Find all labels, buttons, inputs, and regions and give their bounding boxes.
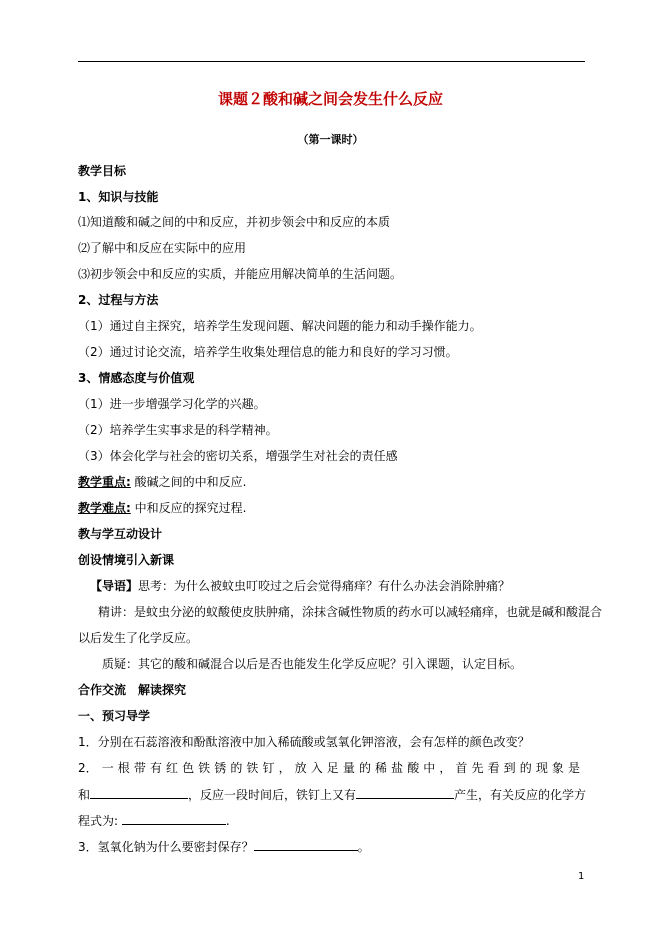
attitude-heading: 3、情感态度与价值观 bbox=[78, 371, 195, 385]
knowledge-item: ⑶初步领会中和反应的实质，并能应用解决简单的生活问题。 bbox=[78, 267, 403, 281]
question-2-char: 红 bbox=[166, 761, 179, 775]
knowledge-heading: 1、知识与技能 bbox=[78, 190, 159, 204]
key-point-label: 教学重点: bbox=[78, 475, 131, 489]
question-2-text: 产生，有关反应的化学方 bbox=[454, 788, 587, 802]
answer-blank[interactable] bbox=[356, 786, 454, 799]
attitude-item: （3）体会化学与社会的密切关系，增强学生对社会的责任感 bbox=[78, 449, 398, 463]
question-2-char: 量 bbox=[342, 761, 355, 775]
question-2-char: 根 bbox=[117, 761, 130, 775]
question-3-text: 。 bbox=[357, 840, 370, 854]
intro-heading: 创设情境引入新课 bbox=[78, 553, 175, 567]
process-item: （1）通过自主探究，培养学生发现问题、解决问题的能力和动手操作能力。 bbox=[78, 319, 482, 333]
lesson-title: 课题２酸和碱之间会发生什么反应 bbox=[217, 90, 443, 108]
question-3-text: 3．氢氧化钠为什么要密封保存？ bbox=[78, 840, 254, 854]
guide-text: 思考：为什么被蚊虫叮咬过之后会觉得痛痒？有什么办法会消除肿痛？ bbox=[138, 579, 511, 593]
knowledge-item: ⑴知道酸和碱之间的中和反应，并初步领会中和反应的本质 bbox=[78, 215, 391, 229]
question-2-char: 一 bbox=[101, 761, 114, 775]
guide-prefix: 【导语】 bbox=[90, 579, 139, 593]
question-2-char: 的 bbox=[358, 761, 371, 775]
question-2-char: ， bbox=[439, 761, 452, 775]
explain-line-continued: 以后发生了化学反应。 bbox=[78, 631, 199, 645]
goals-heading: 教学目标 bbox=[78, 164, 127, 178]
question-2-text: 和 bbox=[78, 788, 91, 802]
question-line: 质疑：其它的酸和碱混合以后是否也能发生化学反应呢？引入课题，认定目标。 bbox=[102, 657, 523, 671]
header-rule bbox=[78, 61, 585, 62]
question-2-char: 铁 bbox=[198, 761, 211, 775]
design-heading: 教与学互动设计 bbox=[78, 527, 163, 541]
process-heading: 2、过程与方法 bbox=[78, 293, 159, 307]
lesson-subtitle: （第一课时） bbox=[297, 133, 364, 146]
question-2-line-1 bbox=[78, 760, 580, 776]
question-2-char: 的 bbox=[230, 761, 243, 775]
page-number: 1 bbox=[578, 871, 585, 882]
question-2-char: 足 bbox=[326, 761, 339, 775]
preview-heading: 一、预习导学 bbox=[78, 709, 151, 723]
question-2-char: 看 bbox=[487, 761, 500, 775]
question-2-char: 酸 bbox=[407, 761, 420, 775]
question-2-char: 稀 bbox=[375, 761, 388, 775]
process-item: （2）通过讨论交流，培养学生收集处理信息的能力和良好的学习习惯。 bbox=[78, 345, 458, 359]
question-2-char: 入 bbox=[310, 761, 323, 775]
answer-blank[interactable] bbox=[90, 786, 188, 799]
question-2-char: 象 bbox=[551, 761, 564, 775]
key-point-line bbox=[78, 474, 246, 490]
question-2-char: 铁 bbox=[246, 761, 259, 775]
explain-line: 精讲：是蚊虫分泌的蚁酸使皮肤肿痛，涂抹含碱性物质的药水可以减轻痛痒，也就是碱和酸混合 bbox=[98, 605, 603, 619]
attitude-item: （2）培养学生实事求是的科学精神。 bbox=[78, 423, 278, 437]
question-2-char: 钉 bbox=[262, 761, 275, 775]
question-2-char: 中 bbox=[423, 761, 436, 775]
question-2-char: 首 bbox=[455, 761, 468, 775]
difficulty-label: 教学难点: bbox=[78, 501, 131, 515]
knowledge-item: ⑵了解中和反应在实际中的应用 bbox=[78, 241, 247, 255]
difficulty-line bbox=[78, 500, 246, 516]
question-2-char: 锈 bbox=[214, 761, 227, 775]
question-2-text: ，反应一段时间后，铁钉上又有 bbox=[188, 788, 357, 802]
question-2-char: 色 bbox=[182, 761, 195, 775]
question-2-char: 放 bbox=[294, 761, 307, 775]
equation-blank[interactable] bbox=[122, 812, 226, 825]
question-2-char: 是 bbox=[567, 761, 580, 775]
question-2-char: 2． bbox=[78, 761, 98, 775]
key-point-text: 酸碱之间的中和反应. bbox=[130, 475, 247, 489]
question-3 bbox=[78, 838, 370, 855]
attitude-item: （1）进一步增强学习化学的兴趣。 bbox=[78, 397, 266, 411]
question-2-char: 带 bbox=[133, 761, 146, 775]
question-2-char: 现 bbox=[535, 761, 548, 775]
question-2-char: 盐 bbox=[391, 761, 404, 775]
question-2-char: 到 bbox=[503, 761, 516, 775]
question-2-char: ， bbox=[278, 761, 291, 775]
question-2-text: . bbox=[225, 814, 230, 828]
guide-line bbox=[90, 578, 510, 594]
question-2-line-3 bbox=[78, 812, 230, 829]
difficulty-text: 中和反应的探究过程. bbox=[130, 501, 247, 515]
question-2-char: 的 bbox=[519, 761, 532, 775]
question-2-char: 有 bbox=[149, 761, 162, 775]
question-2-line-2 bbox=[78, 786, 586, 803]
question-2-text: 程式为: bbox=[78, 814, 122, 828]
question-2-char: 先 bbox=[471, 761, 484, 775]
answer-blank[interactable] bbox=[254, 838, 358, 851]
question-1: 1．分别在石蕊溶液和酚酞溶液中加入稀硫酸或氢氧化钾溶液，会有怎样的颜色改变？ bbox=[78, 735, 530, 749]
coop-heading: 合作交流 解读探究 bbox=[78, 683, 187, 697]
